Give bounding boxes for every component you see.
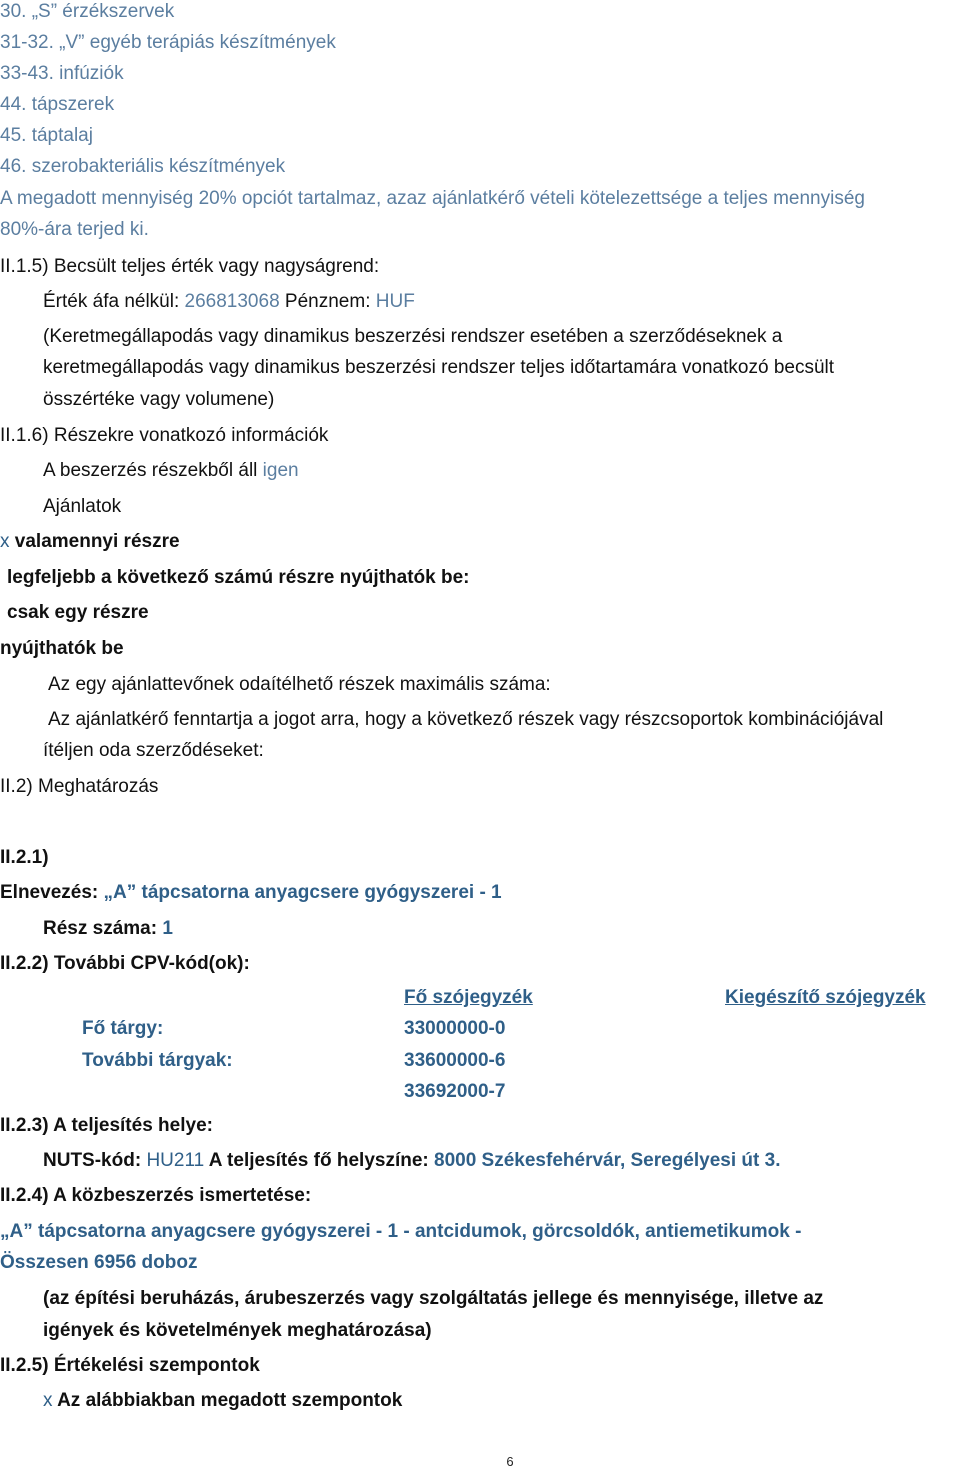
name-value: „A” tápcsatorna anyagcsere gyógyszerei - 1 [103, 882, 502, 903]
nuts-code: HU211 [146, 1150, 205, 1171]
section-heading-ii-2-5: II.2.5) Értékelési szempontok [0, 1355, 260, 1376]
nuts-label: NUTS-kód: [43, 1150, 142, 1171]
reserve-text: Az ajánlatkérő fenntartja a jogot arra, hogy a következő részek vagy részcsoportok kombinációjával [48, 709, 884, 730]
list-item: 46. szerobakteriális készítmények [0, 156, 286, 177]
max-parts-label: legfeljebb a következő számú részre nyújthatók be: [7, 567, 470, 588]
section-heading-ii-2-4: II.2.4) A közbeszerzés ismertetése: [0, 1185, 312, 1206]
currency-label: Pénznem: [284, 291, 371, 312]
list-item: 44. tápszerek [0, 94, 115, 115]
section-heading-ii-2-3: II.2.3) A teljesítés helye: [0, 1115, 213, 1136]
list-item: 33-43. infúziók [0, 63, 124, 84]
other-objects-label: További tárgyak: [82, 1050, 233, 1071]
value-note: keretmegállapodás vagy dinamikus beszerzési rendszer teljes időtartamára vonatkozó becsült [43, 357, 835, 378]
criteria-label: Az alábbiakban megadott szempontok [57, 1390, 403, 1411]
option-note-cont: 80%-ára terjed ki. [0, 219, 149, 240]
estimated-value-row [43, 290, 415, 314]
reserve-text-cont: ítéljen oda szerződéseket: [43, 740, 264, 761]
other-object-code: 33600000-6 [404, 1050, 506, 1071]
section-heading-ii-1-5: II.1.5) Becsült teljes érték vagy nagyságrend: [0, 256, 380, 277]
section-heading-ii-2-2: II.2.2) További CPV-kód(ok): [0, 953, 250, 974]
list-item: 30. „S” érzékszervek [0, 1, 175, 22]
value-amount: 266813068 [184, 291, 280, 312]
place-label: A teljesítés fő helyszíne: [208, 1150, 429, 1171]
part-number-row [43, 917, 173, 941]
parts-label: A beszerzés részekből áll [43, 460, 258, 481]
section-heading-ii-1-6: II.1.6) Részekre vonatkozó információk [0, 425, 329, 446]
list-item: 31-32. „V” egyéb terápiás készítmények [0, 32, 336, 53]
parts-row [43, 459, 299, 483]
submittable-label: nyújthatók be [0, 638, 124, 659]
main-object-code: 33000000-0 [404, 1018, 506, 1039]
max-award-label: Az egy ajánlattevőnek odaítélhető részek maximális száma: [48, 674, 551, 695]
place-value: 8000 Székesfehérvár, Seregélyesi út 3. [434, 1150, 781, 1171]
part-number-value: 1 [162, 918, 173, 939]
list-item: 45. táptalaj [0, 125, 93, 146]
section-heading-ii-2: II.2) Meghatározás [0, 776, 159, 797]
criteria-row [43, 1389, 402, 1413]
page-number: 6 [506, 1454, 514, 1469]
name-row [0, 881, 502, 905]
other-object-code: 33692000-7 [404, 1081, 506, 1102]
value-label: Érték áfa nélkül: [43, 291, 180, 312]
option-note: A megadott mennyiség 20% opciót tartalmaz, azaz ajánlatkérő vételi kötelezettsége a teljes mennyiség [0, 188, 865, 209]
all-parts-label: valamennyi részre [14, 531, 180, 552]
column-header-main-vocabulary: Fő szójegyzék [404, 987, 533, 1008]
section-heading-ii-2-1: II.2.1) [0, 847, 49, 868]
currency-value: HUF [375, 291, 415, 312]
checkbox-mark: x [0, 531, 10, 552]
description-note-cont: igények és követelmények meghatározása) [43, 1320, 432, 1341]
value-note: összértéke vagy volumene) [43, 389, 275, 410]
description-note: (az építési beruházás, árubeszerzés vagy szolgáltatás jellege és mennyisége, illetve az [43, 1288, 824, 1309]
checkbox-mark: x [43, 1390, 53, 1411]
all-parts-row [0, 530, 180, 554]
one-part-label: csak egy részre [7, 602, 149, 623]
part-number-label: Rész száma: [43, 918, 158, 939]
column-header-supplementary-vocabulary: Kiegészítő szójegyzék [725, 987, 926, 1008]
description-text-cont: Összesen 6956 doboz [0, 1252, 198, 1273]
description-text: „A” tápcsatorna anyagcsere gyógyszerei - 1 - antcidumok, görcsoldók, antiemetikumok - [0, 1221, 802, 1242]
offers-label: Ajánlatok [43, 496, 122, 517]
name-label: Elnevezés: [0, 882, 99, 903]
place-row [43, 1149, 780, 1173]
main-object-label: Fő tárgy: [82, 1018, 164, 1039]
parts-value: igen [262, 460, 299, 481]
value-note: (Keretmegállapodás vagy dinamikus beszerzési rendszer esetében a szerződéseknek a [43, 326, 783, 347]
